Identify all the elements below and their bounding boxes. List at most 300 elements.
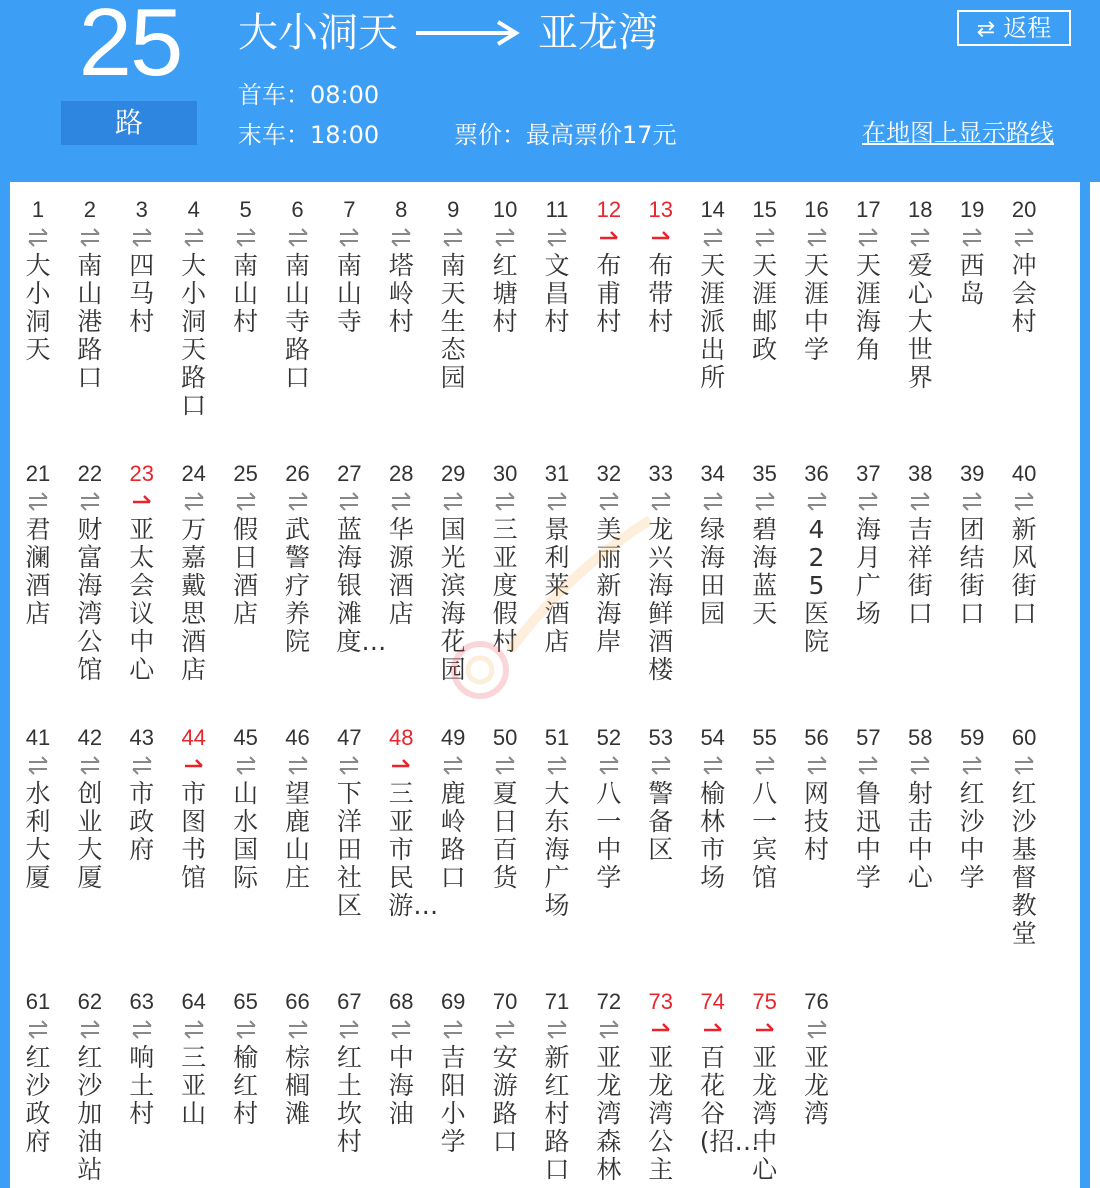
stop-item[interactable]	[894, 196, 946, 392]
stop-item[interactable]	[635, 196, 687, 336]
two-way-arrow-icon	[842, 490, 894, 516]
stop-number: 59	[959, 725, 985, 750]
stop-name: 网技村	[803, 779, 829, 864]
stop-name: 亚龙湾中心	[752, 1043, 778, 1184]
stop-item[interactable]	[64, 724, 116, 892]
stop-name: 大小洞天路口	[181, 251, 207, 420]
stop-name: 吉祥街口	[907, 515, 933, 628]
stop-item[interactable]	[168, 724, 220, 892]
first-bus-time: 首车：08:00	[238, 81, 380, 109]
two-way-arrow-icon	[220, 490, 272, 516]
stop-number: 39	[959, 461, 985, 486]
two-way-arrow-icon	[168, 226, 220, 252]
stop-name: 布带村	[648, 251, 674, 336]
stop-item[interactable]	[687, 460, 739, 628]
stop-number: 2	[83, 197, 97, 222]
stop-number: 5	[239, 197, 252, 222]
stop-number: 31	[544, 461, 570, 486]
stop-name: 市图书馆	[181, 779, 207, 892]
two-way-arrow-icon	[583, 490, 635, 516]
stop-name: 美丽新海岸	[596, 515, 622, 656]
stop-name: 碧海蓝天	[752, 515, 778, 628]
stop-name: 大小洞天	[25, 251, 51, 364]
stop-item[interactable]	[739, 988, 791, 1184]
stop-item[interactable]	[894, 724, 946, 892]
right-arrow-icon	[416, 18, 520, 48]
stop-name: 榆林市场	[700, 779, 726, 892]
last-bus-time: 末车：18:00	[238, 121, 380, 149]
stop-number: 65	[233, 989, 258, 1014]
stop-name: 鲁迅中学	[855, 779, 881, 892]
stop-number: 37	[856, 461, 881, 486]
stop-item[interactable]	[220, 724, 272, 892]
two-way-arrow-icon	[272, 754, 324, 780]
stop-item[interactable]	[272, 196, 324, 392]
stop-item[interactable]	[323, 196, 375, 336]
stop-item[interactable]	[894, 460, 946, 628]
destination-stop: 亚龙湾	[538, 10, 658, 56]
stop-item[interactable]	[635, 988, 687, 1184]
stop-number: 14	[700, 197, 725, 222]
two-way-arrow-icon	[323, 754, 375, 780]
two-way-arrow-icon	[998, 754, 1050, 780]
stop-number: 52	[596, 725, 622, 750]
stop-item[interactable]	[116, 724, 168, 864]
route-unit: 路	[61, 101, 197, 145]
route-number: 25	[78, 0, 182, 96]
two-way-arrow-icon	[427, 490, 479, 516]
stop-number: 50	[492, 725, 518, 750]
stop-name: 警备区	[648, 779, 674, 864]
stop-number: 73	[648, 989, 674, 1014]
stop-name: 红沙基督教堂	[1011, 779, 1037, 948]
stop-item[interactable]	[272, 460, 324, 656]
stop-name: 龙兴海鲜酒楼	[648, 515, 674, 684]
stop-item[interactable]	[842, 196, 894, 364]
stop-name: 武警疗养院	[284, 515, 310, 656]
stop-item[interactable]	[323, 724, 375, 920]
two-way-arrow-icon	[687, 754, 739, 780]
stop-name: 射击中心	[907, 779, 933, 892]
stop-number: 74	[700, 989, 725, 1014]
two-way-arrow-icon	[12, 490, 64, 516]
two-way-arrow-icon	[687, 226, 739, 252]
stop-number: 75	[752, 989, 777, 1014]
stop-item[interactable]	[64, 988, 116, 1184]
stop-name: 天涯派出所	[700, 251, 726, 392]
two-way-arrow-icon	[116, 1018, 168, 1044]
two-way-arrow-icon	[739, 226, 791, 252]
route-header	[10, 0, 1100, 182]
stop-number: 12	[596, 197, 622, 222]
one-way-arrow-icon	[739, 1018, 791, 1044]
stop-item[interactable]	[12, 460, 64, 628]
stop-item[interactable]	[998, 724, 1050, 948]
stop-number: 54	[700, 725, 725, 750]
stop-name: 红塘村	[492, 251, 518, 336]
stop-item[interactable]	[946, 460, 998, 628]
show-route-on-map-link[interactable]: 在地图上显示路线	[862, 119, 1054, 147]
stop-number: 9	[447, 197, 460, 222]
two-way-arrow-icon	[479, 490, 531, 516]
stop-number: 27	[337, 461, 362, 486]
two-way-arrow-icon	[583, 1018, 635, 1044]
stop-item[interactable]	[427, 196, 479, 392]
stop-item[interactable]	[12, 988, 64, 1156]
stop-item[interactable]	[998, 460, 1050, 628]
route-direction-title	[238, 2, 658, 64]
two-way-arrow-icon	[635, 490, 687, 516]
stop-name: 425医院	[803, 515, 829, 656]
stop-number: 44	[181, 725, 206, 750]
two-way-arrow-icon	[531, 1018, 583, 1044]
stop-number: 26	[285, 461, 310, 486]
stop-item[interactable]	[64, 460, 116, 684]
stop-item[interactable]	[272, 724, 324, 892]
stop-name: 绿海田园	[700, 515, 726, 628]
two-way-arrow-icon	[946, 226, 998, 252]
stop-number: 41	[25, 725, 51, 750]
stop-number: 43	[129, 725, 155, 750]
stop-number: 68	[389, 989, 414, 1014]
stop-number: 63	[129, 989, 155, 1014]
stop-number: 72	[596, 989, 622, 1014]
stop-name: 棕榈滩	[284, 1043, 310, 1128]
stop-item[interactable]	[791, 988, 843, 1128]
stop-name: 八一宾馆	[752, 779, 778, 892]
two-way-arrow-icon	[998, 226, 1050, 252]
stop-item[interactable]	[739, 196, 791, 364]
stop-item[interactable]	[375, 460, 427, 628]
two-way-arrow-icon	[791, 490, 843, 516]
stop-item[interactable]	[427, 988, 479, 1156]
two-way-arrow-icon	[272, 226, 324, 252]
stop-number: 60	[1011, 725, 1037, 750]
stop-number: 28	[389, 461, 414, 486]
stop-item[interactable]	[323, 988, 375, 1156]
stop-number: 4	[187, 197, 200, 222]
stop-item[interactable]	[583, 724, 635, 892]
two-way-arrow-icon	[220, 1018, 272, 1044]
stop-name: 天涯中学	[803, 251, 829, 364]
stop-number: 13	[648, 197, 674, 222]
stop-name: 假日酒店	[233, 515, 259, 628]
two-way-arrow-icon	[375, 490, 427, 516]
stop-number: 22	[77, 461, 103, 486]
two-way-arrow-icon	[64, 490, 116, 516]
stop-name: 亚龙湾	[803, 1043, 829, 1128]
stop-number: 16	[804, 197, 829, 222]
stop-name: 响土村	[129, 1043, 155, 1128]
stop-name: 西岛	[959, 251, 985, 308]
stop-name: 创业大厦	[77, 779, 103, 892]
stop-item[interactable]	[64, 196, 116, 392]
stop-name: 南山寺	[336, 251, 362, 336]
two-way-arrow-icon	[583, 754, 635, 780]
two-way-arrow-icon	[116, 226, 168, 252]
one-way-arrow-icon	[687, 1018, 739, 1044]
stop-number: 1	[31, 197, 45, 222]
two-way-arrow-icon	[739, 490, 791, 516]
one-way-arrow-icon	[375, 754, 427, 780]
stop-number: 33	[648, 461, 674, 486]
stop-item[interactable]	[739, 460, 791, 628]
stop-item[interactable]	[116, 460, 168, 684]
two-way-arrow-icon	[427, 1018, 479, 1044]
stop-item[interactable]	[375, 988, 427, 1128]
stop-name: 安游路口	[492, 1043, 518, 1156]
stop-name: 亚龙湾森林	[596, 1043, 622, 1184]
stop-number: 6	[291, 197, 304, 222]
stop-item[interactable]	[791, 196, 843, 364]
stop-name: 红沙中学	[959, 779, 985, 892]
stop-name: 山水国际	[233, 779, 259, 892]
stop-name: 万嘉戴思酒店	[181, 515, 207, 684]
stop-item[interactable]	[116, 988, 168, 1128]
stop-number: 71	[544, 989, 570, 1014]
stop-number: 8	[395, 197, 408, 222]
two-way-arrow-icon	[375, 226, 427, 252]
one-way-arrow-icon	[635, 226, 687, 252]
stop-number: 76	[804, 989, 829, 1014]
stop-name: 中海油	[388, 1043, 414, 1128]
stop-item[interactable]	[168, 196, 220, 420]
stop-item[interactable]	[946, 724, 998, 892]
stop-number: 20	[1011, 197, 1037, 222]
stop-number: 24	[181, 461, 206, 486]
stop-number: 18	[908, 197, 933, 222]
stop-name: 吉阳小学	[440, 1043, 466, 1156]
two-way-arrow-icon	[531, 226, 583, 252]
swap-arrows-icon: ⇄	[976, 17, 996, 42]
two-way-arrow-icon	[116, 754, 168, 780]
stop-item[interactable]	[635, 724, 687, 864]
stop-name: 南天生态园	[440, 251, 466, 392]
stop-item[interactable]	[479, 196, 531, 336]
stop-number: 56	[804, 725, 829, 750]
stop-name: 三亚山	[181, 1043, 207, 1128]
two-way-arrow-icon	[635, 754, 687, 780]
stop-item[interactable]	[687, 988, 760, 1156]
stop-name: 文昌村	[544, 251, 570, 336]
stop-item[interactable]	[375, 196, 427, 336]
stop-number: 23	[129, 461, 155, 486]
stop-name: 亚龙湾公主	[648, 1043, 674, 1184]
stop-number: 29	[440, 461, 466, 486]
stop-name: 塔岭村	[388, 251, 414, 336]
stop-number: 40	[1011, 461, 1037, 486]
two-way-arrow-icon	[12, 226, 64, 252]
stop-number: 62	[77, 989, 103, 1014]
stop-number: 58	[908, 725, 933, 750]
stop-item[interactable]	[842, 460, 894, 628]
stop-item[interactable]	[220, 460, 272, 628]
stop-number: 42	[77, 725, 103, 750]
stop-number: 7	[343, 197, 356, 222]
two-way-arrow-icon	[64, 226, 116, 252]
stop-item[interactable]	[427, 460, 479, 684]
stop-number: 70	[492, 989, 518, 1014]
stop-name: 水利大厦	[25, 779, 51, 892]
one-way-arrow-icon	[116, 490, 168, 516]
fare-info: 票价：最高票价17元	[454, 121, 677, 149]
stop-item[interactable]	[12, 724, 64, 892]
two-way-arrow-icon	[531, 490, 583, 516]
stop-number: 69	[440, 989, 466, 1014]
two-way-arrow-icon	[946, 490, 998, 516]
stop-item[interactable]	[531, 988, 583, 1184]
two-way-arrow-icon	[323, 490, 375, 516]
two-way-arrow-icon	[64, 754, 116, 780]
two-way-arrow-icon	[791, 754, 843, 780]
stop-item[interactable]	[479, 460, 531, 656]
stop-name: 百花谷(招…	[699, 1043, 760, 1156]
reverse-route-button[interactable]	[957, 10, 1071, 46]
two-way-arrow-icon	[894, 490, 946, 516]
stop-item[interactable]	[323, 460, 387, 656]
stop-name: 八一中学	[596, 779, 622, 892]
stop-item[interactable]	[220, 988, 272, 1128]
stop-number: 48	[389, 725, 414, 750]
two-way-arrow-icon	[272, 490, 324, 516]
stop-name: 红土坎村	[336, 1043, 362, 1156]
stop-item[interactable]	[168, 988, 220, 1128]
stop-item[interactable]	[531, 460, 583, 656]
stop-item[interactable]	[687, 196, 739, 392]
stop-number: 35	[752, 461, 777, 486]
stop-number: 55	[752, 725, 777, 750]
stop-number: 45	[233, 725, 258, 750]
stop-item[interactable]	[116, 196, 168, 336]
reverse-route-label: 返程	[1003, 14, 1052, 42]
stop-item[interactable]	[583, 460, 635, 656]
stop-item[interactable]	[220, 196, 272, 336]
stop-name: 天涯海角	[855, 251, 881, 364]
stop-number: 67	[337, 989, 362, 1014]
stop-number: 21	[25, 461, 51, 486]
two-way-arrow-icon	[894, 754, 946, 780]
stop-item[interactable]	[635, 460, 687, 684]
stop-number: 34	[700, 461, 725, 486]
stop-name: 亚太会议中心	[129, 515, 155, 684]
two-way-arrow-icon	[946, 754, 998, 780]
stop-number: 3	[135, 197, 148, 222]
origin-stop: 大小洞天	[238, 10, 398, 56]
stop-number: 57	[856, 725, 881, 750]
stop-name: 爱心大世界	[907, 251, 933, 392]
two-way-arrow-icon	[998, 490, 1050, 516]
stop-item[interactable]	[168, 460, 220, 684]
stop-item[interactable]	[531, 196, 583, 336]
two-way-arrow-icon	[220, 226, 272, 252]
stop-name: 三亚度假村	[492, 515, 518, 656]
stop-name: 鹿岭路口	[440, 779, 466, 892]
two-way-arrow-icon	[479, 226, 531, 252]
stop-number: 38	[908, 461, 933, 486]
stop-number: 10	[492, 197, 518, 222]
stop-number: 25	[233, 461, 258, 486]
stop-name: 四马村	[129, 251, 155, 336]
stop-name: 布甫村	[596, 251, 622, 336]
two-way-arrow-icon	[531, 754, 583, 780]
two-way-arrow-icon	[427, 754, 479, 780]
stop-number: 17	[856, 197, 881, 222]
stop-item[interactable]	[531, 724, 583, 920]
two-way-arrow-icon	[168, 490, 220, 516]
stop-number: 46	[285, 725, 310, 750]
one-way-arrow-icon	[583, 226, 635, 252]
stop-number: 11	[545, 197, 569, 222]
stop-item[interactable]	[842, 724, 894, 892]
stop-name: 夏日百货	[492, 779, 518, 892]
stop-item[interactable]	[375, 724, 439, 920]
stop-item[interactable]	[12, 196, 64, 364]
stop-name: 财富海湾公馆	[77, 515, 103, 684]
stop-name: 红沙加油站	[77, 1043, 103, 1184]
two-way-arrow-icon	[12, 754, 64, 780]
stop-name: 望鹿山庄	[284, 779, 310, 892]
stop-item[interactable]	[583, 988, 635, 1184]
one-way-arrow-icon	[168, 754, 220, 780]
two-way-arrow-icon	[894, 226, 946, 252]
stop-number: 51	[544, 725, 570, 750]
two-way-arrow-icon	[272, 1018, 324, 1044]
stop-name: 大东海广场	[544, 779, 570, 920]
stop-item[interactable]	[791, 460, 843, 656]
stop-name: 国光滨海花园	[440, 515, 466, 684]
two-way-arrow-icon	[687, 490, 739, 516]
two-way-arrow-icon	[842, 754, 894, 780]
stop-name: 市政府	[129, 779, 155, 864]
stop-item[interactable]	[479, 988, 531, 1156]
stop-number: 36	[804, 461, 829, 486]
two-way-arrow-icon	[791, 1018, 843, 1044]
two-way-arrow-icon	[64, 1018, 116, 1044]
two-way-arrow-icon	[12, 1018, 64, 1044]
stop-number: 66	[285, 989, 310, 1014]
stop-item[interactable]	[946, 196, 998, 308]
two-way-arrow-icon	[842, 226, 894, 252]
stop-item[interactable]	[687, 724, 739, 892]
stop-name: 红沙政府	[25, 1043, 51, 1156]
stop-item[interactable]	[479, 724, 531, 892]
stop-name: 下洋田社区	[336, 779, 362, 920]
stop-name: 冲会村	[1011, 251, 1037, 336]
stop-number: 30	[492, 461, 518, 486]
stop-item[interactable]	[791, 724, 843, 864]
stop-number: 49	[440, 725, 466, 750]
stop-name: 南山港路口	[77, 251, 103, 392]
stop-item[interactable]	[998, 196, 1050, 336]
two-way-arrow-icon	[791, 226, 843, 252]
stop-name: 华源酒店	[388, 515, 414, 628]
stop-item[interactable]	[272, 988, 324, 1128]
stop-name: 团结街口	[959, 515, 985, 628]
stop-item[interactable]	[739, 724, 791, 892]
two-way-arrow-icon	[427, 226, 479, 252]
stop-name: 天涯邮政	[752, 251, 778, 364]
stop-name: 海月广场	[855, 515, 881, 628]
two-way-arrow-icon	[739, 754, 791, 780]
stop-name: 南山寺路口	[284, 251, 310, 392]
stop-number: 15	[752, 197, 777, 222]
two-way-arrow-icon	[479, 754, 531, 780]
stop-item[interactable]	[583, 196, 635, 336]
stop-item[interactable]	[427, 724, 479, 892]
two-way-arrow-icon	[168, 1018, 220, 1044]
stop-number: 19	[959, 197, 985, 222]
stop-number: 53	[648, 725, 674, 750]
